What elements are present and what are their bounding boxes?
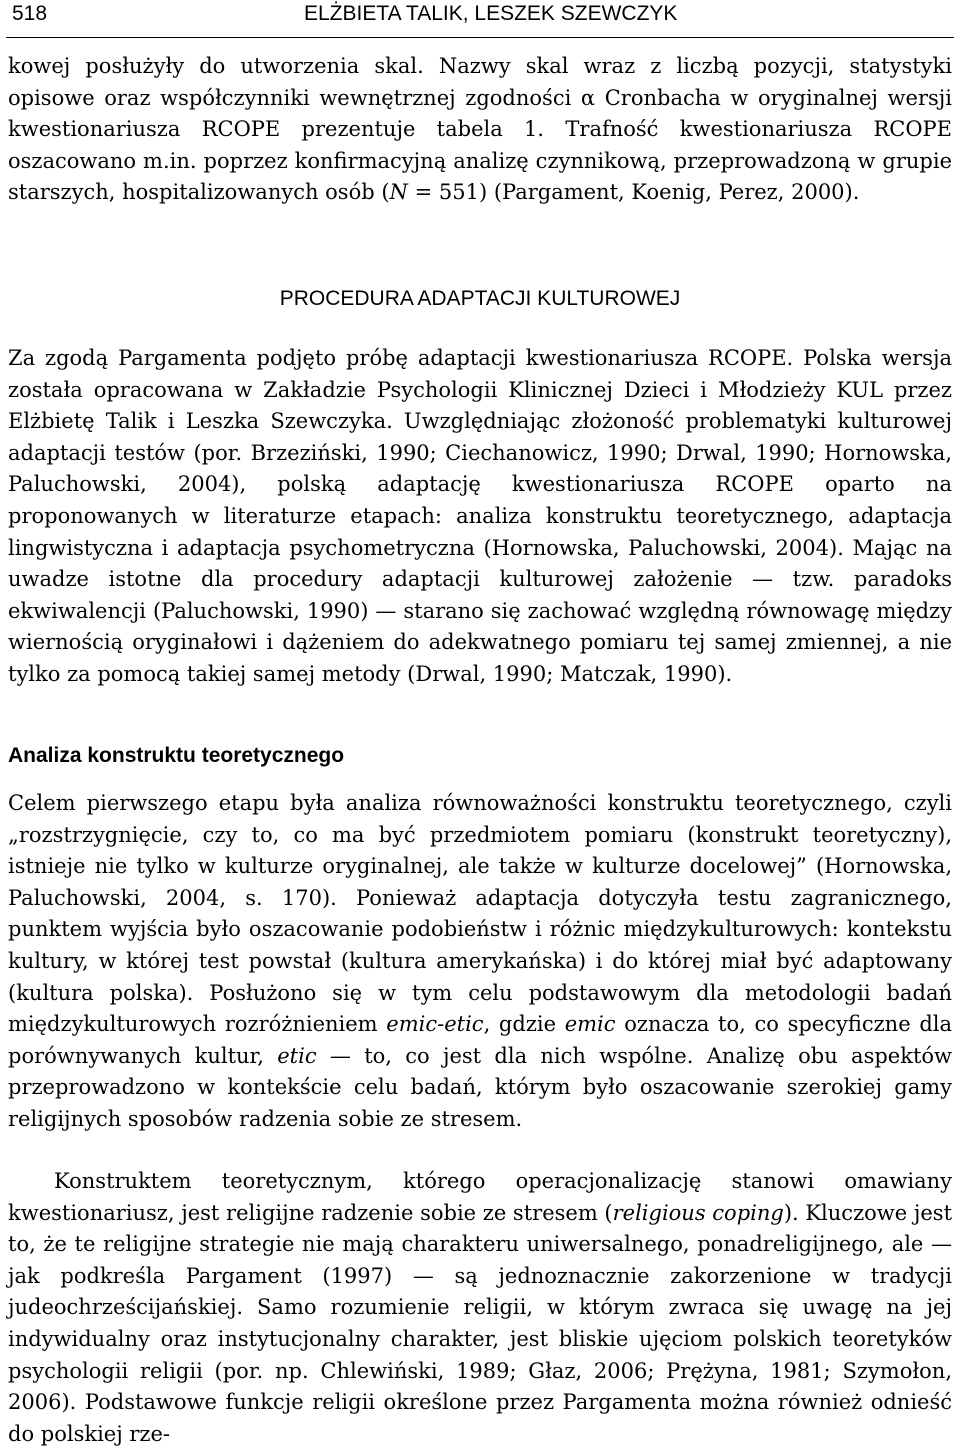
page-number: 518 (12, 2, 48, 25)
paragraph-adaptation-procedure: Za zgodą Pargamenta podjęto próbę adaptacji kwestionariusza RCOPE. Polska wersja została opracowana w Zakładzie Psychologii Klinicznej Dzieci i Młodzieży KUL przez Elżbietę Talik i Leszka Szewczyka. Uwzględniając złożoność problematyki kulturowej adaptacji testów (por. Brzeziński, 1990; Ciechanowicz, 1990; Drwal, 1990; Hornowska, Paluchowski, 2004), polską adaptację kwestionariusza RCOPE oparto na proponowanych w literaturze etapach: analiza konstruktu teoretycznego, adaptacja lingwistyczna i adaptacja psychometryczna (Hornowska, Paluchowski, 2004). Mając na uwadze istotne dla procedury adaptacji kulturowej założenie — tzw. paradoks ekwiwalencji (Paluchowski, 1990) — starano się zachować względną równowagę między wiernością oryginałowi i dążeniem do adekwatnego pomiaru tej samej zmiennej, a nie tylko za pomocą takiej samej metody (Drwal, 1990; Matczak, 1990). (8, 346, 952, 686)
sample-size-symbol: N (389, 180, 408, 205)
term-emic-etic: emic-etic (386, 1012, 484, 1037)
paragraph4-text-a: Konstruktem teoretycznym, którego operacjonalizację stanowi omawiany kwestionariusz, jest religijne radzenie sobie ze stresem ( (8, 1169, 952, 1225)
paragraph-theoretical-construct (8, 1166, 952, 1450)
paragraph1-text-b: = 551) (Pargament, Koenig, Perez, 2000). (407, 180, 860, 205)
paragraph1-text-a: kowej posłużyły do utworzenia skal. Nazwy skal wraz z liczbą pozycji, statystyki opisowe oraz współczynniki wewnętrznej zgodności α Cronbacha w oryginalnej wersji kwestionariusza RCOPE prezentuje tabela 1. Trafność kwestionariusza RCOPE oszacowano m.in. poprzez konfirmacyjną analizę czynnikową, przeprowadzoną w grupie starszych, hospitalizowanych osób ( (8, 54, 953, 205)
paragraph3-text-c: oznacza to, co specyficzne dla porównywanych kultur, (8, 1012, 952, 1068)
term-religious-coping: religious coping (612, 1200, 784, 1225)
paragraph3-text-d: — to, co jest dla nich wspólne. Analizę obu aspektów przeprowadzono w kontekście celu badań, którym było oszacowanie szerokiej gamy religijnych sposobów radzenia sobie ze stresem. (8, 1043, 952, 1131)
paragraph3-text-a: Celem pierwszego etapu była analiza równoważności konstruktu teoretycznego, czyli „rozstrzygnięcie, czy to, co ma być przedmiotem pomiaru (konstrukt teoretyczny), istnieje nie tylko w kulturze oryginalnej, ale także w kulturze docelowej” (Hornowska, Paluchowski, 2004, s. 170). Ponieważ adaptacja dotyczyła testu zagranicznego, punktem wyjścia było oszacowanie podobieństw i różnic międzykulturowych: kontekstu kultury, w której test powstał (kultura amerykańska) i do której miał być adaptowany (kultura polska). Posłużono się w tym celu podstawowym dla metodologii badań międzykulturowych rozróżnieniem (8, 791, 952, 1037)
subsection-heading: Analiza konstruktu teoretycznego (8, 744, 345, 767)
running-head (0, 0, 960, 40)
paragraph4-text-b: ). Kluczowe jest to, że te religijne strategie nie mają charakteru uniwersalnego, ponadreligijnego, ale — jak podkreśla Pargament (1997) — są jednoznacznie zakorzenione w tradycji judeochrześcijańskiej. Samo rozumienie religii, w którym zwraca się uwagę na jej indywidualny oraz instytucjonalny charakter, jest bliskie ujęciom polskich teoretyków psychologii religii (por. np. Chlewiński, 1989; Głaz, 2006; Prężyna, 1981; Szymołon, 2006). Podstawowe funkcje religii określone przez Pargamenta można również odnieść do polskiej rze- (8, 1200, 953, 1446)
running-title: ELŻBIETA TALIK, LESZEK SZEWCZYK (304, 2, 678, 25)
header-rule (6, 37, 954, 38)
paragraph3-text-b: , gdzie (483, 1012, 565, 1037)
paragraph-rcope-validity (8, 51, 952, 209)
section-heading: PROCEDURA ADAPTACJI KULTUROWEJ (279, 287, 681, 310)
term-etic: etic (277, 1043, 317, 1068)
term-emic: emic (564, 1012, 616, 1037)
paragraph-construct-analysis (8, 788, 952, 1136)
